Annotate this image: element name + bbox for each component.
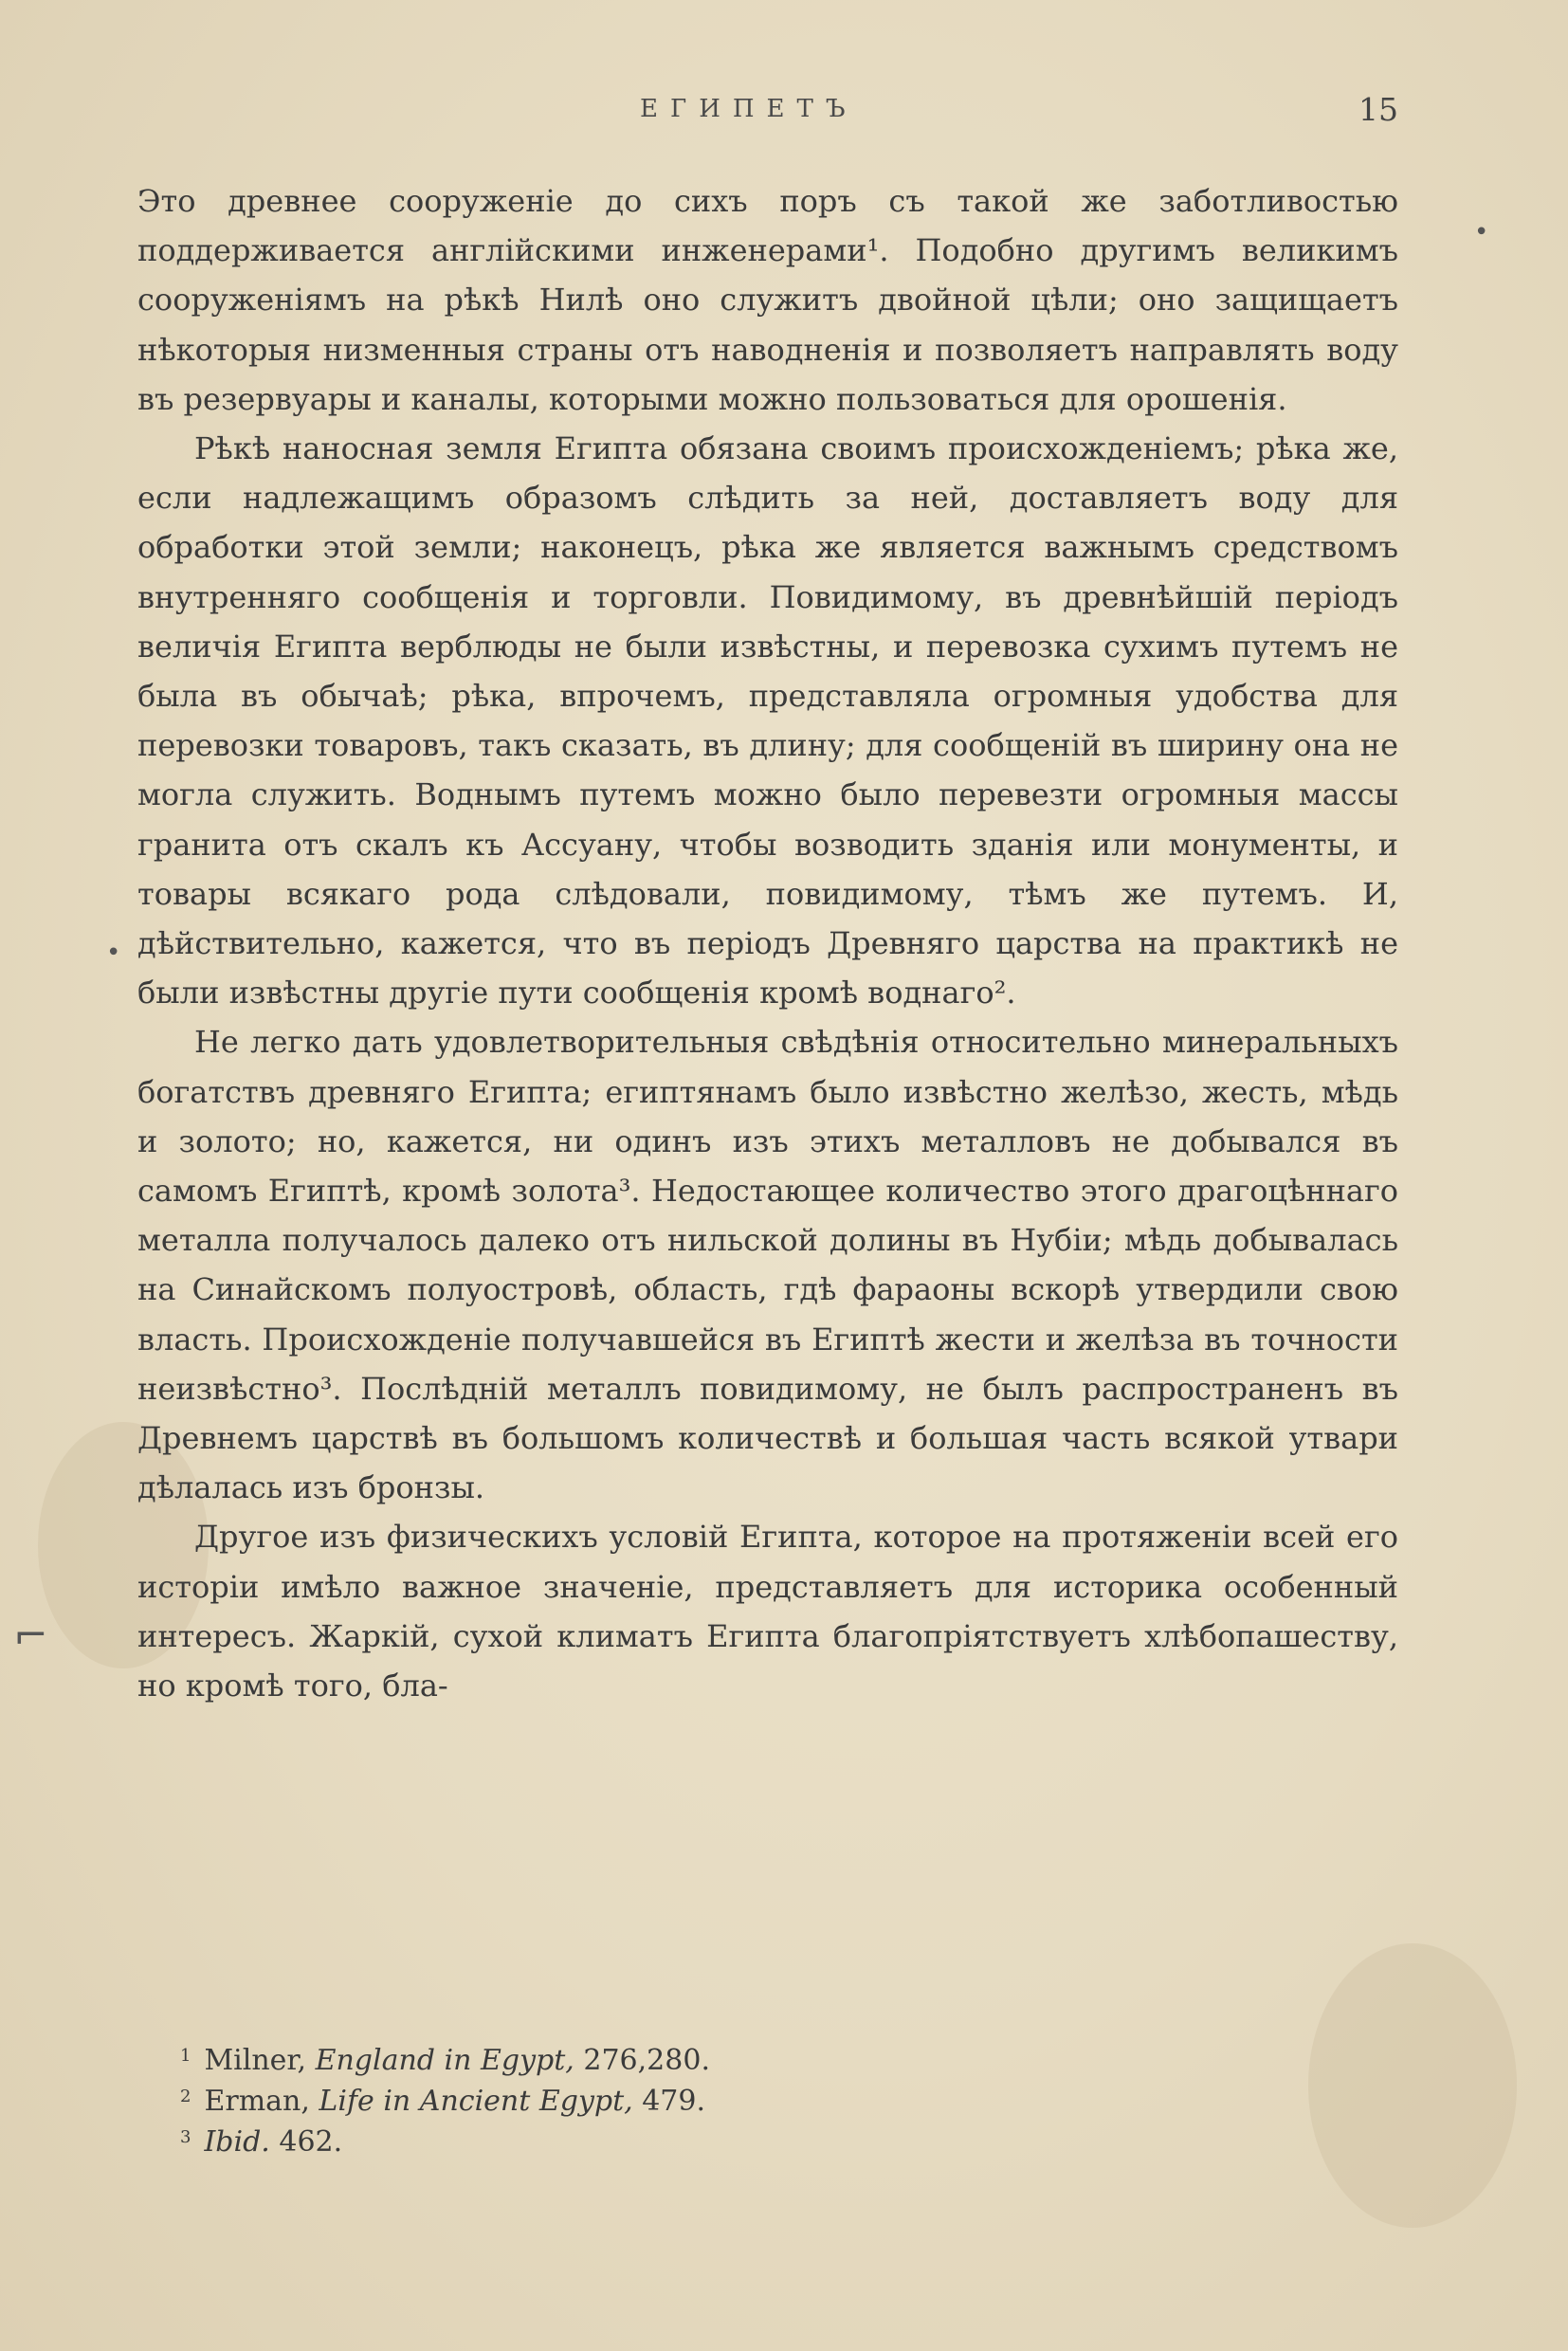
footnote-title: Life in Ancient Egypt, bbox=[319, 2085, 633, 2118]
paper-stain bbox=[1308, 1943, 1517, 2228]
paragraph: Рѣкѣ наносная земля Египта обязана своимъ происхожденіемъ; рѣка же, если надлежащимъ образомъ слѣдить за ней, доставляетъ воду для обработки этой земли; наконецъ, рѣка же является важнымъ средствомъ внутренняго сообщенія и торговли. Повидимому, въ древнѣйшій періодъ величія Египта верблюды не были извѣстны, и перевозка сухимъ путемъ не была въ обычаѣ; рѣка, впрочемъ, представляла огромныя удобства для перевозки товаровъ, такъ сказать, въ длину; для сообщеній въ ширину она не могла служить. Воднымъ путемъ можно было перевезти огромныя массы гранита отъ скалъ къ Ассуану, чтобы возводить зданія или монументы, и товары всякаго рода слѣдовали, повидимому, тѣмъ же путемъ. И, дѣйствительно, кажется, что въ періодъ Древняго царства на практикѣ не были извѣстны другіе пути сообщенія кромѣ воднаго². bbox=[137, 430, 1398, 1011]
footnote-pages: 479. bbox=[632, 2085, 706, 2118]
body-text bbox=[137, 176, 1398, 1710]
footnote-author: Milner, bbox=[204, 2044, 316, 2077]
margin-dot: • bbox=[106, 939, 121, 967]
page-number: 15 bbox=[1358, 91, 1398, 128]
page-header bbox=[137, 91, 1398, 138]
paragraph: Не легко дать удовлетворительныя свѣдѣнія относительно минеральныхъ богатствъ древняго Египта; египтянамъ было извѣстно желѣзо, жесть, мѣдь и золото; но, кажется, ни одинъ изъ этихъ металловъ не добывался въ самомъ Египтѣ, кромѣ золота³. Недостающее количество этого драгоцѣннаго металла получалось далеко отъ нильской долины въ Нубіи; мѣдь добывалась на Синайскомъ полуостровѣ, область, гдѣ фараоны вскорѣ утвердили свою власть. Происхожденіе получавшейся въ Египтѣ жести и желѣза въ точности неизвѣстно³. Послѣдній металлъ повидимому, не былъ распространенъ въ Древнемъ царствѣ въ большомъ количествѣ и большая часть всякой утвари дѣлалась изъ бронзы. bbox=[137, 1024, 1398, 1506]
footnote-title: England in Egypt, bbox=[315, 2044, 574, 2077]
footnote-pages: 462. bbox=[269, 2125, 343, 2159]
running-head: ЕГИПЕТЪ bbox=[640, 95, 858, 123]
paragraph: Это древнее сооруженіе до сихъ поръ съ такой же заботливостью поддерживается англійскими инженерами¹. Подобно другимъ великимъ сооруженіямъ на рѣкѣ Нилѣ оно служитъ двойной цѣли; оно защищаетъ нѣкоторыя низменныя страны отъ наводненія и позволяетъ направлять воду въ резервуары и каналы, которыми можно пользоваться для орошенія. bbox=[137, 183, 1398, 417]
margin-dot: • bbox=[1474, 218, 1489, 246]
footnotes bbox=[180, 2038, 1318, 2160]
paragraph: Другое изъ физическихъ условій Египта, которое на протяженіи всей его исторіи имѣло важное значеніе, представляетъ для историка особенный интересъ. Жаркій, сухой климатъ Египта благопріятствуетъ хлѣбопашеству, но кромѣ того, бла- bbox=[137, 1519, 1398, 1704]
footnote-mark: 3 bbox=[180, 2127, 191, 2147]
footnote-mark: 2 bbox=[180, 2087, 191, 2106]
pencil-mark: ⌐ bbox=[13, 1612, 48, 1660]
footnote bbox=[180, 2079, 1318, 2120]
footnote bbox=[180, 2038, 1318, 2079]
footnote-author: Erman, bbox=[204, 2085, 319, 2118]
footnote-mark: 1 bbox=[180, 2046, 191, 2066]
footnote-title: Ibid. bbox=[204, 2125, 270, 2159]
footnote bbox=[180, 2120, 1318, 2160]
footnote-pages: 276,280. bbox=[574, 2044, 710, 2077]
